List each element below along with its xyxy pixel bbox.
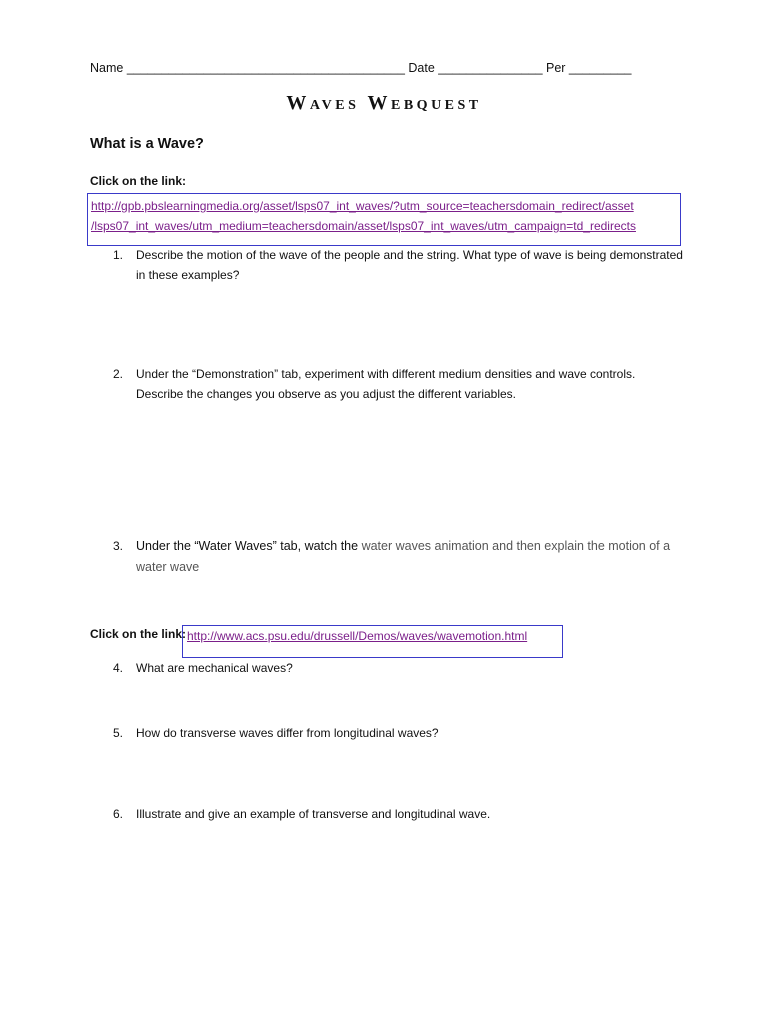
link-label: Click on the link: xyxy=(90,627,187,641)
question-number: 1. xyxy=(113,248,124,262)
page-title: Waves Webquest xyxy=(286,92,482,114)
link-line-1[interactable]: http://gpb.pbslearningmedia.org/asset/lsps07_int_waves/?utm_source=teachersdomain_redirect/asset xyxy=(91,199,634,213)
name-date-period-line: Name ________________________________________ Date _______________ Per _________ xyxy=(90,61,632,75)
pbs-learning-media-link[interactable] xyxy=(87,193,681,246)
link-line-2[interactable]: /lsps07_int_waves/utm_medium=teachersdomain/asset/lsps07_int_waves/utm_campaign=td_redirects xyxy=(91,219,636,233)
question-text: Under the “Demonstration” tab, experiment with different medium densities and wave controls. Describe the changes you observe as you adjust the different variables. xyxy=(136,367,636,401)
question-text xyxy=(136,536,686,578)
section-heading: What is a Wave? xyxy=(90,136,204,152)
question-number: 2. xyxy=(113,367,124,381)
question-text: How do transverse waves differ from longitudinal waves? xyxy=(136,726,439,740)
question-number: 5. xyxy=(113,726,124,740)
question-text: Describe the motion of the wave of the people and the string. What type of wave is being demonstrated in these examples? xyxy=(136,248,683,282)
question-number: 3. xyxy=(113,539,124,553)
question-text: What are mechanical waves? xyxy=(136,661,293,675)
question-text-part-a: Under the “Water Waves” tab, watch the xyxy=(136,539,362,553)
question-text: Illustrate and give an example of transverse and longitudinal wave. xyxy=(136,807,491,821)
question-text-part-b: water waves animation and then explain the motion of a water wave xyxy=(136,539,671,574)
wave-motion-link[interactable]: http://www.acs.psu.edu/drussell/Demos/waves/wavemotion.html xyxy=(182,625,563,658)
link-label: Click on the link: xyxy=(90,174,187,188)
question-number: 6. xyxy=(113,807,124,821)
question-number: 4. xyxy=(113,661,124,675)
